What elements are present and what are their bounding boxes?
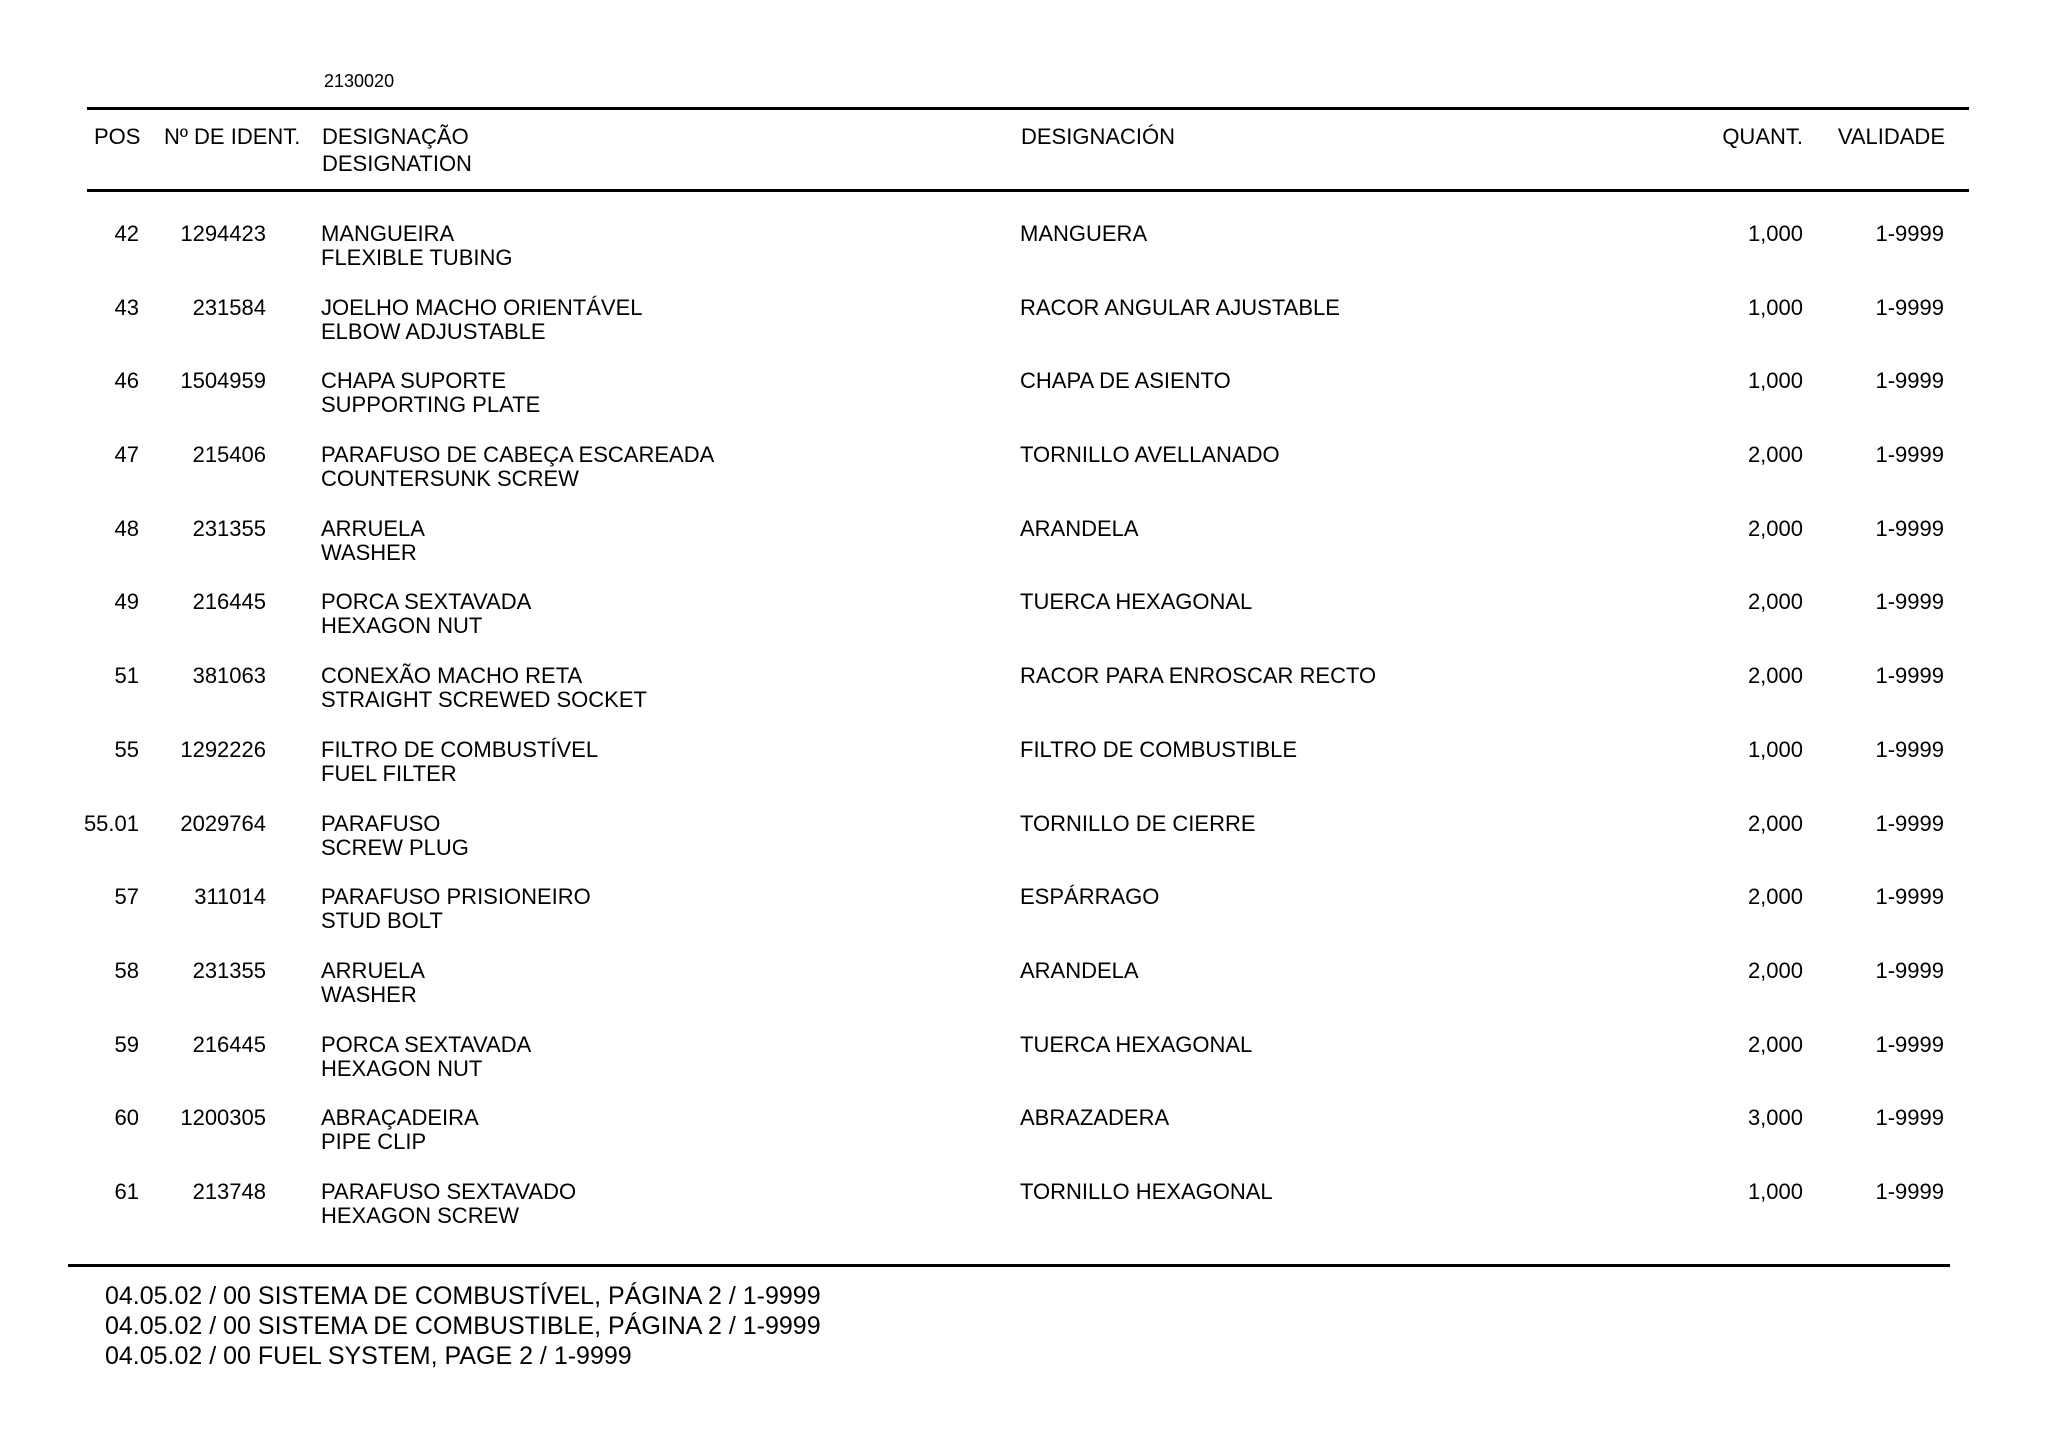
cell-designation-pt: CONEXÃO MACHO RETA: [321, 663, 583, 689]
cell-designation-pt: PORCA SEXTAVADA: [321, 1031, 532, 1057]
cell-designation-pt: ABRAÇADEIRA: [321, 1105, 479, 1131]
cell-quantity: 2,000: [1747, 810, 1803, 836]
header-bottom-rule: [87, 189, 1969, 192]
cell-pos: 58: [114, 957, 139, 983]
table-row: [0, 1033, 2048, 1107]
header-validade: VALIDADE: [1837, 124, 1945, 149]
cell-quantity: 2,000: [1747, 663, 1803, 689]
cell-ident: 1504959: [180, 368, 266, 394]
cell-designation-pt: PARAFUSO PRISIONEIRO: [321, 884, 591, 910]
cell-designation-pt: PORCA SEXTAVADA: [321, 589, 532, 615]
cell-designation-es: MANGUERA: [1020, 221, 1148, 246]
cell-quantity: 1,000: [1747, 294, 1803, 320]
cell-quantity: 2,000: [1747, 589, 1803, 615]
table-row: [0, 1180, 2048, 1254]
table-row: [0, 296, 2048, 370]
cell-designation-en: PIPE CLIP: [321, 1129, 427, 1155]
table-row: [0, 812, 2048, 886]
cell-ident: 231355: [192, 515, 266, 541]
cell-ident: 216445: [192, 589, 266, 615]
header-top-rule: [87, 107, 1969, 110]
table-row: [0, 664, 2048, 738]
parts-table: [0, 222, 2048, 1254]
cell-pos: 51: [114, 663, 139, 689]
cell-pos: 57: [114, 884, 139, 910]
cell-designation-en: COUNTERSUNK SCREW: [321, 466, 579, 492]
cell-validity: 1-9999: [1875, 810, 1944, 836]
cell-ident: 213748: [192, 1178, 266, 1204]
cell-designation-es: RACOR ANGULAR AJUSTABLE: [1020, 294, 1340, 320]
cell-validity: 1-9999: [1875, 589, 1944, 615]
cell-ident: 216445: [192, 1031, 266, 1057]
cell-designation-pt: FILTRO DE COMBUSTÍVEL: [321, 736, 599, 762]
cell-designation-en: ELBOW ADJUSTABLE: [321, 318, 546, 344]
cell-validity: 1-9999: [1875, 663, 1944, 689]
header-designation: DESIGNATION: [322, 151, 472, 176]
footer-line-es: 04.05.02 / 00 SISTEMA DE COMBUSTIBLE, PÁGINA 2 / 1-9999: [105, 1312, 821, 1340]
cell-ident: 1200305: [180, 1105, 266, 1131]
cell-pos: 43: [114, 294, 139, 320]
cell-pos: 55.01: [83, 810, 139, 836]
cell-validity: 1-9999: [1875, 1105, 1944, 1131]
cell-pos: 59: [114, 1031, 139, 1057]
cell-pos: 55: [114, 736, 139, 762]
cell-designation-pt: JOELHO MACHO ORIENTÁVEL: [321, 294, 643, 320]
cell-ident: 231355: [192, 957, 266, 983]
cell-pos: 49: [114, 589, 139, 615]
cell-validity: 1-9999: [1875, 368, 1944, 394]
cell-designation-es: TUERCA HEXAGONAL: [1020, 589, 1253, 615]
cell-designation-pt: ARRUELA: [321, 515, 425, 541]
cell-designation-es: ESPÁRRAGO: [1020, 884, 1160, 910]
cell-designation-es: TORNILLO DE CIERRE: [1020, 810, 1256, 836]
cell-quantity: 1,000: [1747, 1178, 1803, 1204]
footer-line-pt: 04.05.02 / 00 SISTEMA DE COMBUSTÍVEL, PÁGINA 2 / 1-9999: [105, 1282, 821, 1310]
cell-designation-pt: PARAFUSO: [321, 810, 441, 836]
cell-validity: 1-9999: [1875, 294, 1944, 320]
header-ident: Nº DE IDENT.: [164, 124, 301, 149]
cell-ident: 311014: [194, 884, 266, 910]
table-row: [0, 517, 2048, 591]
cell-designation-en: STRAIGHT SCREWED SOCKET: [321, 687, 647, 713]
cell-ident: 231584: [192, 294, 266, 320]
cell-designation-en: WASHER: [321, 539, 417, 565]
cell-pos: 47: [114, 442, 139, 468]
cell-designation-pt: PARAFUSO DE CABEÇA ESCAREADA: [321, 442, 715, 468]
cell-designation-en: HEXAGON NUT: [321, 1055, 483, 1081]
cell-pos: 48: [114, 515, 139, 541]
cell-designation-es: CHAPA DE ASIENTO: [1020, 368, 1231, 394]
table-row: [0, 1106, 2048, 1180]
cell-quantity: 3,000: [1747, 1105, 1803, 1131]
table-row: [0, 738, 2048, 812]
cell-pos: 46: [114, 368, 139, 394]
footer-rule: [68, 1264, 1950, 1267]
cell-quantity: 1,000: [1747, 736, 1803, 762]
header-pos: POS: [94, 124, 141, 149]
cell-quantity: 1,000: [1747, 368, 1803, 394]
cell-designation-es: ABRAZADERA: [1020, 1105, 1170, 1131]
cell-validity: 1-9999: [1875, 442, 1944, 468]
cell-quantity: 1,000: [1747, 221, 1803, 246]
cell-quantity: 2,000: [1747, 884, 1803, 910]
cell-designation-en: FUEL FILTER: [321, 760, 457, 786]
cell-validity: 1-9999: [1875, 1031, 1944, 1057]
cell-quantity: 2,000: [1747, 442, 1803, 468]
cell-designation-pt: ARRUELA: [321, 957, 425, 983]
cell-quantity: 2,000: [1747, 515, 1803, 541]
cell-validity: 1-9999: [1875, 736, 1944, 762]
document-code: 2130020: [324, 71, 395, 91]
cell-designation-es: TORNILLO AVELLANADO: [1020, 442, 1280, 468]
cell-designation-pt: CHAPA SUPORTE: [321, 368, 507, 394]
table-row: [0, 222, 2048, 296]
cell-ident: 2029764: [180, 810, 266, 836]
cell-designation-en: FLEXIBLE TUBING: [321, 245, 513, 270]
cell-designation-es: RACOR PARA ENROSCAR RECTO: [1020, 663, 1377, 689]
table-row: [0, 443, 2048, 517]
cell-validity: 1-9999: [1875, 884, 1944, 910]
cell-pos: 60: [114, 1105, 139, 1131]
cell-quantity: 2,000: [1747, 1031, 1803, 1057]
cell-designation-es: ARANDELA: [1020, 515, 1139, 541]
cell-quantity: 2,000: [1747, 957, 1803, 983]
cell-validity: 1-9999: [1875, 1178, 1944, 1204]
cell-validity: 1-9999: [1875, 515, 1944, 541]
cell-designation-es: TUERCA HEXAGONAL: [1020, 1031, 1253, 1057]
cell-designation-en: HEXAGON NUT: [321, 613, 483, 639]
footer-line-en: 04.05.02 / 00 FUEL SYSTEM, PAGE 2 / 1-9999: [105, 1342, 632, 1370]
cell-designation-en: HEXAGON SCREW: [321, 1202, 520, 1228]
cell-designation-es: ARANDELA: [1020, 957, 1139, 983]
header-quant: QUANT.: [1722, 124, 1803, 149]
cell-pos: 61: [114, 1178, 139, 1204]
cell-ident: 215406: [192, 442, 266, 468]
table-row: [0, 369, 2048, 443]
cell-designation-es: FILTRO DE COMBUSTIBLE: [1020, 736, 1298, 762]
cell-ident: 1292226: [180, 736, 266, 762]
cell-designation-en: WASHER: [321, 981, 417, 1007]
cell-ident: 381063: [192, 663, 266, 689]
table-row: [0, 959, 2048, 1033]
header-designacion: DESIGNACIÓN: [1021, 124, 1176, 149]
cell-validity: 1-9999: [1875, 957, 1944, 983]
header-designacao: DESIGNAÇÃO: [322, 124, 469, 149]
cell-designation-pt: PARAFUSO SEXTAVADO: [321, 1178, 577, 1204]
table-row: [0, 590, 2048, 664]
cell-designation-pt: MANGUEIRA: [321, 221, 455, 246]
cell-designation-es: TORNILLO HEXAGONAL: [1020, 1178, 1273, 1204]
cell-ident: 1294423: [180, 221, 266, 246]
cell-validity: 1-9999: [1875, 221, 1944, 246]
footer: [105, 1281, 821, 1371]
cell-designation-en: STUD BOLT: [321, 908, 443, 934]
table-row: [0, 885, 2048, 959]
cell-pos: 42: [114, 221, 139, 246]
cell-designation-en: SCREW PLUG: [321, 834, 469, 860]
cell-designation-en: SUPPORTING PLATE: [321, 392, 541, 418]
